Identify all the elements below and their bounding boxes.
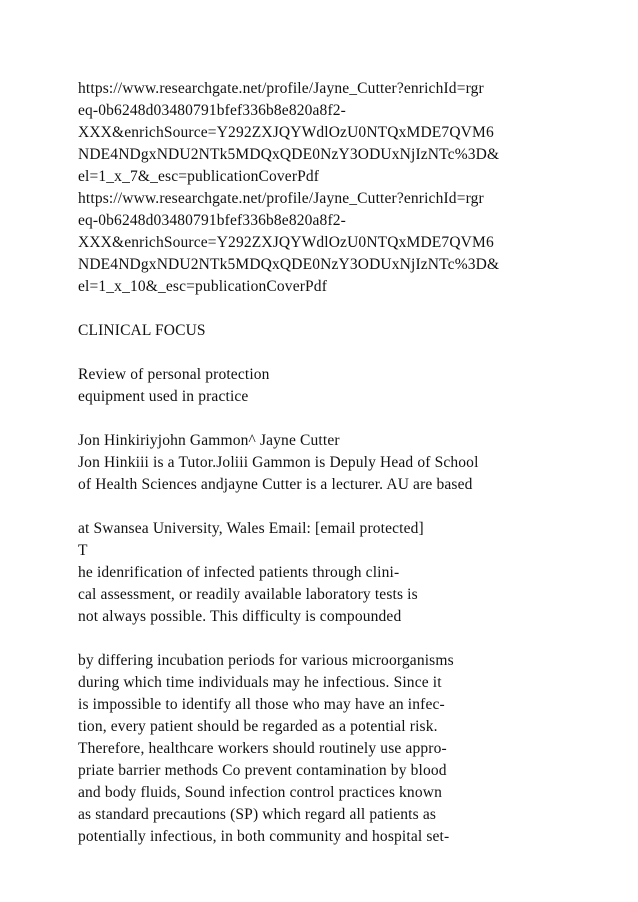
link-line[interactable]: XXX&enrichSource=Y292ZXJQYWdlOzU0NTQxMDE7QVM6	[78, 234, 494, 251]
article-title-line: equipment used in practice	[78, 388, 249, 405]
paragraph-line: by differing incubation periods for various microorganisms	[78, 652, 454, 669]
authors-line: Jon Hinkiii is a Tutor.Joliii Gammon is Depuly Head of School	[78, 454, 479, 471]
authors-line: of Health Sciences andjayne Cutter is a lecturer. AU are based	[78, 476, 473, 493]
authors-line: Jon Hinkiriyjohn Gammon^ Jayne Cutter	[78, 432, 340, 449]
paragraph-line: tion, every patient should be regarded as a potential risk.	[78, 718, 438, 735]
paragraph-line: not always possible. This difficulty is compounded	[78, 608, 402, 625]
affiliation-line: at Swansea University, Wales Email: [email protected]	[78, 520, 424, 537]
link-line[interactable]: el=1_x_10&_esc=publicationCoverPdf	[78, 278, 328, 295]
link-line[interactable]: NDE4NDgxNDU2NTk5MDQxQDE0NzY3ODUxNjIzNTc%3D&	[78, 256, 500, 273]
paragraph-line: he idenrification of infected patients through clini-	[78, 564, 400, 581]
section-heading: CLINICAL FOCUS	[78, 322, 206, 339]
paragraph-line: during which time individuals may he infectious. Since it	[78, 674, 442, 691]
paragraph-line: potentially infectious, in both community and hospital set-	[78, 828, 450, 845]
paragraph-line: priate barrier methods Co prevent contamination by blood	[78, 762, 447, 779]
paragraph-line: as standard precautions (SP) which regard all patients as	[78, 806, 437, 823]
paragraph-line: is impossible to identify all those who may have an infec-	[78, 696, 445, 713]
link-line[interactable]: https://www.researchgate.net/profile/Jayne_Cutter?enrichId=rgr	[78, 80, 484, 97]
paragraph-line: Therefore, healthcare workers should routinely use appro-	[78, 740, 447, 757]
article-title-line: Review of personal protection	[78, 366, 270, 383]
link-line[interactable]: el=1_x_7&_esc=publicationCoverPdf	[78, 168, 320, 185]
drop-cap-letter: T	[78, 542, 88, 559]
paragraph-line: cal assessment, or readily available laboratory tests is	[78, 586, 418, 603]
link-line[interactable]: https://www.researchgate.net/profile/Jayne_Cutter?enrichId=rgr	[78, 190, 484, 207]
link-line[interactable]: XXX&enrichSource=Y292ZXJQYWdlOzU0NTQxMDE7QVM6	[78, 124, 494, 141]
link-line[interactable]: NDE4NDgxNDU2NTk5MDQxQDE0NzY3ODUxNjIzNTc%3D&	[78, 146, 500, 163]
link-line[interactable]: eq-0b6248d03480791bfef336b8e820a8f2-	[78, 102, 346, 119]
paragraph-line: and body fluids, Sound infection control practices known	[78, 784, 442, 801]
link-line[interactable]: eq-0b6248d03480791bfef336b8e820a8f2-	[78, 212, 346, 229]
